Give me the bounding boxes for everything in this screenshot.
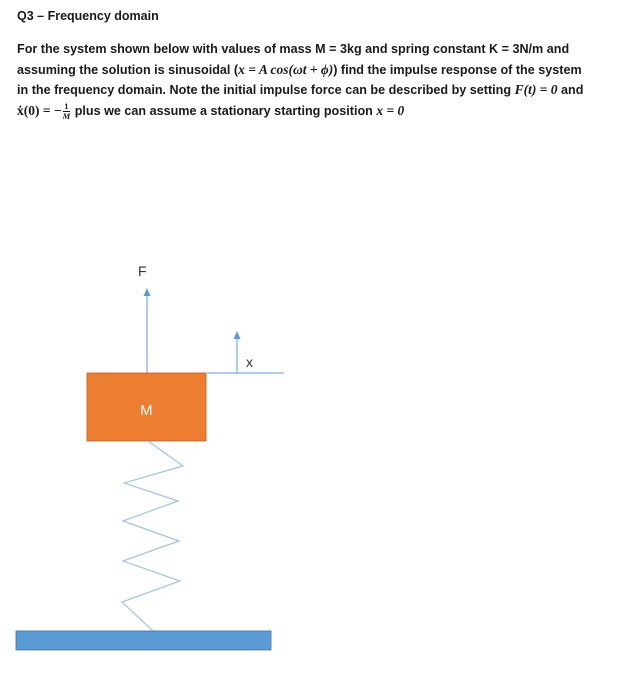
text-segment: ) find the impulse response of the system (333, 62, 582, 77)
text-segment: plus we can assume a stationary starting position (71, 103, 377, 118)
text-segment: in the frequency domain. Note the initial impulse force can be described by setting (17, 83, 515, 97)
question-line-1: For the system shown below with values of mass M = 3kg and spring constant K = 3N/m and (17, 42, 570, 56)
ground-base (16, 631, 271, 650)
text-segment: and (557, 83, 584, 97)
displacement-label: x (246, 354, 253, 370)
math-velocity-condition: ẋ(0) = − (17, 102, 62, 118)
force-arrow-head-icon (144, 288, 151, 296)
math-solution-form: x = A cos(ωt + ϕ) (238, 61, 334, 77)
spring (122, 441, 183, 631)
question-title: Q3 – Frequency domain (17, 9, 159, 23)
math-force-condition: F(t) = 0 (514, 82, 558, 97)
mass-label: M (140, 402, 153, 419)
math-position-condition: x = 0 (376, 102, 405, 118)
text-segment: assuming the solution is sinusoidal ( (17, 62, 239, 77)
fraction-denominator: M (62, 110, 71, 121)
fraction-numerator: 1 (64, 100, 69, 111)
force-label: F (138, 263, 147, 279)
displacement-arrow-head-icon (234, 331, 241, 339)
